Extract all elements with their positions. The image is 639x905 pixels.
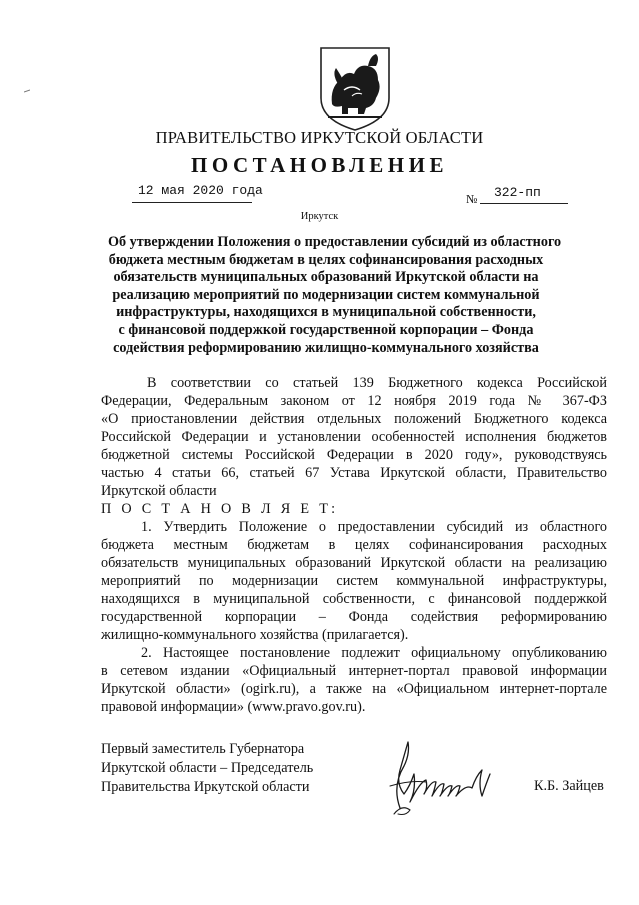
document-title (108, 234, 562, 357)
number-sign: № (466, 192, 478, 206)
item2-line: правовой информации» (www.pravo.gov.ru). (101, 699, 366, 715)
item2-line: в сетевом издании «Официальный интернет-портал правовой информации (101, 663, 607, 679)
preamble-line: бюджетной системы Российской Федерации в 2020 году», руководствуясь (101, 447, 607, 463)
coat-of-arms-emblem (318, 44, 392, 132)
title-line: обязательств муниципальных образований Иркутской области на (113, 269, 539, 286)
title-line: реализацию мероприятий по модернизации систем коммунальной (112, 286, 540, 303)
handwritten-signature (370, 736, 510, 818)
item1-line: 1. Утвердить Положение о предоставлении субсидий из областного (141, 519, 607, 535)
item1-line: жилищно-коммунального хозяйства (прилагается). (101, 627, 409, 643)
preamble-line: Федерации, Федеральным законом от 12 ноября 2019 года № 367-ФЗ (101, 393, 607, 409)
number-underline (480, 203, 568, 204)
item2-line: Иркутской области» (ogirk.ru), а также на «Официальном интернет-портале (101, 681, 607, 697)
preamble-line: частью 4 статьи 66, статьей 67 Устава Иркутской области, Правительство (101, 465, 607, 481)
item2-line: 2. Настоящее постановление подлежит официальному опубликованию (141, 645, 607, 661)
preamble-line: Иркутской области (101, 483, 217, 499)
item1-line: находящихся в муниципальной собственности, с финансовой поддержкой (101, 591, 607, 607)
position-line: Правительства Иркутской области (101, 779, 310, 795)
title-line: содействия реформированию жилищно-коммунального хозяйства (113, 339, 539, 356)
document-type-heading: ПОСТАНОВЛЕНИЕ (191, 153, 448, 177)
preamble-line: Российской Федерации и установлении особенностей исполнения бюджетов (101, 429, 607, 445)
item1-line: обязательств муниципальных образований Иркутской области на реализацию (101, 555, 607, 571)
government-title: ПРАВИТЕЛЬСТВО ИРКУТСКОЙ ОБЛАСТИ (155, 128, 484, 147)
signer-name: К.Б. Зайцев (534, 778, 604, 794)
document-number: 322-пп (494, 185, 541, 200)
position-line: Иркутской области – Председатель (101, 760, 314, 776)
title-line: инфраструктуры, находящихся в муниципальной собственности, (116, 304, 536, 321)
margin-mark (24, 89, 30, 93)
date-underline (132, 202, 252, 203)
document-city: Иркутск (300, 211, 339, 222)
document-body (101, 374, 607, 716)
item1-line: бюджета местным бюджетам в целях софинансирования расходных (101, 537, 607, 553)
title-line: бюджета местным бюджетам в целях софинансирования расходных (108, 251, 544, 268)
position-line: Первый заместитель Губернатора (101, 741, 305, 757)
signatory-position (101, 740, 313, 797)
preamble-line: «О приостановлении действия отдельных положений Бюджетного кодекса (101, 411, 607, 427)
decree-word: П О С Т А Н О В Л Я Е Т: (101, 501, 339, 517)
item1-line: государственной корпорации – Фонда содействия реформированию (101, 609, 607, 625)
document-date: 12 мая 2020 года (138, 183, 263, 198)
title-line: с финансовой поддержкой государственной корпорации – Фонда (118, 321, 534, 338)
preamble-line: В соответствии со статьей 139 Бюджетного кодекса Российской (147, 375, 607, 391)
title-line: Об утверждении Положения о предоставлении субсидий из областного (108, 234, 562, 250)
item1-line: мероприятий по модернизации систем коммунальной инфраструктуры, (101, 573, 607, 589)
